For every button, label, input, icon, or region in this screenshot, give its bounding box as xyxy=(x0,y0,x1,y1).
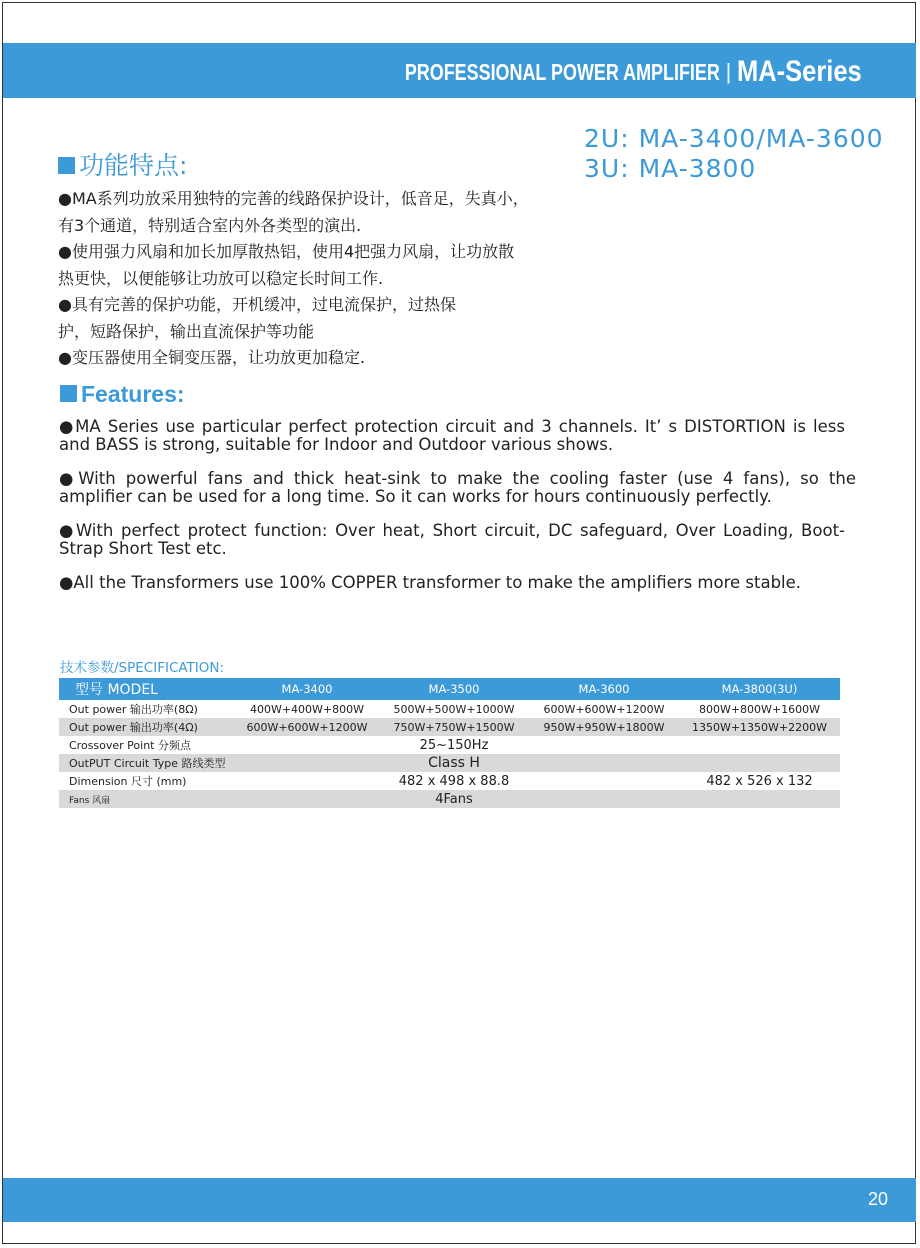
table-header-cell: MA-3600 xyxy=(529,678,679,700)
table-cell: 800W+800W+1600W xyxy=(698,702,821,716)
footer-bar xyxy=(3,1178,916,1222)
table-header-cell: MA-3400 xyxy=(235,678,379,700)
table-header-row xyxy=(59,678,840,700)
table-row xyxy=(59,754,840,772)
spec-title: 技术参数/SPECIFICATION: xyxy=(60,660,225,676)
models-2u: 2U: MA-3400/MA-3600 xyxy=(584,124,884,153)
table-row xyxy=(59,718,840,736)
cn-features-list xyxy=(58,186,568,372)
cn-feature-line: 热更快，以便能够让功放可以稳定长时间工作. xyxy=(58,268,384,288)
table-cell: 482 x 498 x 88.8 xyxy=(398,773,510,789)
square-bullet-icon xyxy=(60,385,77,402)
cn-feature-line: ●使用强力风扇和加长加厚散热铝，使用4把强力风扇，让功放散 xyxy=(58,242,515,261)
header-series: MA-Series xyxy=(737,55,862,88)
header-bar xyxy=(3,43,916,98)
table-header-cell: MA-3500 xyxy=(379,678,529,700)
row-label: Out power 输出功率(4Ω) xyxy=(59,718,235,736)
cn-title-text: 功能特点: xyxy=(79,151,188,180)
cn-section-title xyxy=(58,146,187,182)
header-separator: | xyxy=(725,59,732,84)
cn-feature-line: ●变压器使用全铜变压器，让功放更加稳定. xyxy=(58,348,366,367)
table-cell: 950W+950W+1800W xyxy=(529,718,679,736)
table-cell: 500W+500W+1000W xyxy=(393,702,515,716)
row-label: OutPUT Circuit Type 路线类型 xyxy=(59,754,235,772)
table-row xyxy=(59,736,840,754)
table-cell: Class H xyxy=(379,754,529,772)
en-feature-paragraph: ●MA Series use particular perfect protection circuit and 3 channels. It’ s DISTORTION is less and BASS is strong, suitable for Indoor and Outdoor various shows. xyxy=(59,417,845,454)
row-label: Out power 输出功率(8Ω) xyxy=(69,703,198,716)
table-cell: 600W+600W+1200W xyxy=(543,702,665,716)
en-feature-paragraph: ●All the Transformers use 100% COPPER transformer to make the amplifiers more stable. xyxy=(59,573,802,592)
table-header-cell: MA-3800(3U) xyxy=(679,678,840,700)
table-row xyxy=(59,772,840,790)
table-cell: 482 x 526 x 132 xyxy=(706,773,813,789)
table-cell: 1350W+1350W+2200W xyxy=(679,718,840,736)
header-title: PROFESSIONAL POWER AMPLIFIER xyxy=(404,58,720,85)
table-cell: 400W+400W+800W xyxy=(249,702,365,716)
table-cell: 4Fans xyxy=(379,790,529,808)
table-cell: 25~150Hz xyxy=(419,737,489,753)
cn-feature-line: ●具有完善的保护功能，开机缓冲，过电流保护，过热保 xyxy=(58,295,456,314)
model-list xyxy=(584,124,884,184)
spec-table xyxy=(59,678,840,808)
en-features-list xyxy=(59,417,856,609)
table-cell: 600W+600W+1200W xyxy=(235,718,379,736)
en-feature-paragraph: ●With powerful fans and thick heat-sink to make the cooling faster (use 4 fans), so the amplifier can be used for a long time. So it can works for hours continuously perfectly. xyxy=(59,469,856,506)
row-label: Dimension 尺寸 (mm) xyxy=(69,775,187,788)
table-header-cell: 型号 MODEL xyxy=(59,678,235,700)
models-3u: 3U: MA-3800 xyxy=(584,154,757,183)
cn-feature-line: 护，短路保护，输出直流保护等功能 xyxy=(58,321,315,341)
header-title-group xyxy=(316,55,884,89)
table-row xyxy=(59,700,840,718)
cn-feature-line: 有3个通道，特别适合室内外各类型的演出. xyxy=(58,215,362,235)
cn-feature-line: ●MA系列功放采用独特的完善的线路保护设计，低音足，失真小， xyxy=(58,189,529,208)
square-bullet-icon xyxy=(58,157,75,174)
page-number: 20 xyxy=(867,1189,888,1209)
table-row xyxy=(59,790,840,808)
en-section-title xyxy=(60,381,185,408)
row-label: Crossover Point 分频点 xyxy=(69,739,191,752)
table-cell: 750W+750W+1500W xyxy=(379,718,529,736)
row-label: Fans 风扇 xyxy=(59,790,235,808)
en-title-text: Features: xyxy=(81,381,185,407)
en-feature-paragraph: ●With perfect protect function: Over heat, Short circuit, DC safeguard, Over Loading, Boot-Strap Short Test etc. xyxy=(59,521,845,558)
